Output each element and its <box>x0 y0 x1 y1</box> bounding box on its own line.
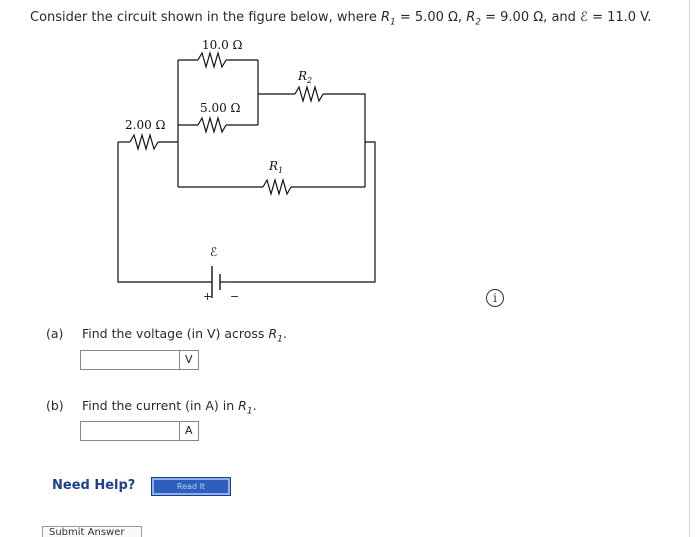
emf-symbol: ℰ <box>580 10 588 25</box>
label-5ohm: 5.00 Ω <box>200 101 241 115</box>
resistor-2ohm <box>130 135 158 149</box>
need-help-label: Need Help? <box>52 478 136 493</box>
read-it-button[interactable]: Read It <box>151 477 231 496</box>
and-text: and <box>551 10 576 25</box>
resistor-r1 <box>263 180 291 194</box>
question-a-end: . <box>282 326 287 341</box>
question-a <box>46 326 287 345</box>
circuit-diagram <box>100 30 400 310</box>
outer-right-wire <box>228 142 375 282</box>
question-a-label: (a) <box>46 326 64 341</box>
label-minus: − <box>230 290 240 303</box>
question-a-text: Find the voltage (in V) across <box>81 326 265 341</box>
question-b <box>46 398 257 417</box>
info-icon[interactable]: i <box>486 289 504 307</box>
question-b-end: . <box>252 398 257 413</box>
question-a-symbol: R <box>268 326 278 341</box>
r1-symbol: R <box>380 10 391 25</box>
label-emf: ℰ <box>210 245 218 259</box>
label-10ohm: 10.0 Ω <box>202 38 243 52</box>
problem-statement <box>30 10 652 28</box>
outer-left-wire <box>118 142 212 282</box>
r1-value: = 5.00 Ω, <box>399 10 463 25</box>
answer-a-input[interactable] <box>80 350 180 370</box>
label-2ohm: 2.00 Ω <box>125 118 166 132</box>
answer-b-input[interactable] <box>80 421 180 441</box>
resistor-10ohm <box>198 53 226 67</box>
answer-a-unit: V <box>180 350 199 370</box>
question-b-text: Find the current (in A) in <box>81 398 235 413</box>
problem-lead-text: Consider the circuit shown in the figure below, where <box>30 10 377 25</box>
label-plus: + <box>203 290 213 303</box>
question-b-subscript: 1 <box>246 406 253 417</box>
r2-subscript: 2 <box>475 17 481 28</box>
emf-value: = 11.0 V. <box>592 10 652 25</box>
resistor-r2 <box>295 87 323 101</box>
r1-subscript: 1 <box>390 17 396 28</box>
submit-answer-button[interactable]: Submit Answer <box>42 526 142 537</box>
question-a-subscript: 1 <box>277 334 283 345</box>
question-b-symbol: R <box>238 398 247 413</box>
label-r1: $R_1$ <box>269 159 284 175</box>
r2-symbol: R <box>466 10 476 25</box>
r2-value: = 9.00 Ω, <box>485 10 548 25</box>
resistor-5ohm <box>198 118 226 132</box>
label-r2: $R_2$ <box>298 69 313 85</box>
answer-b-unit: A <box>180 421 199 441</box>
question-b-label: (b) <box>46 398 64 413</box>
wire-r2-b <box>323 94 365 187</box>
